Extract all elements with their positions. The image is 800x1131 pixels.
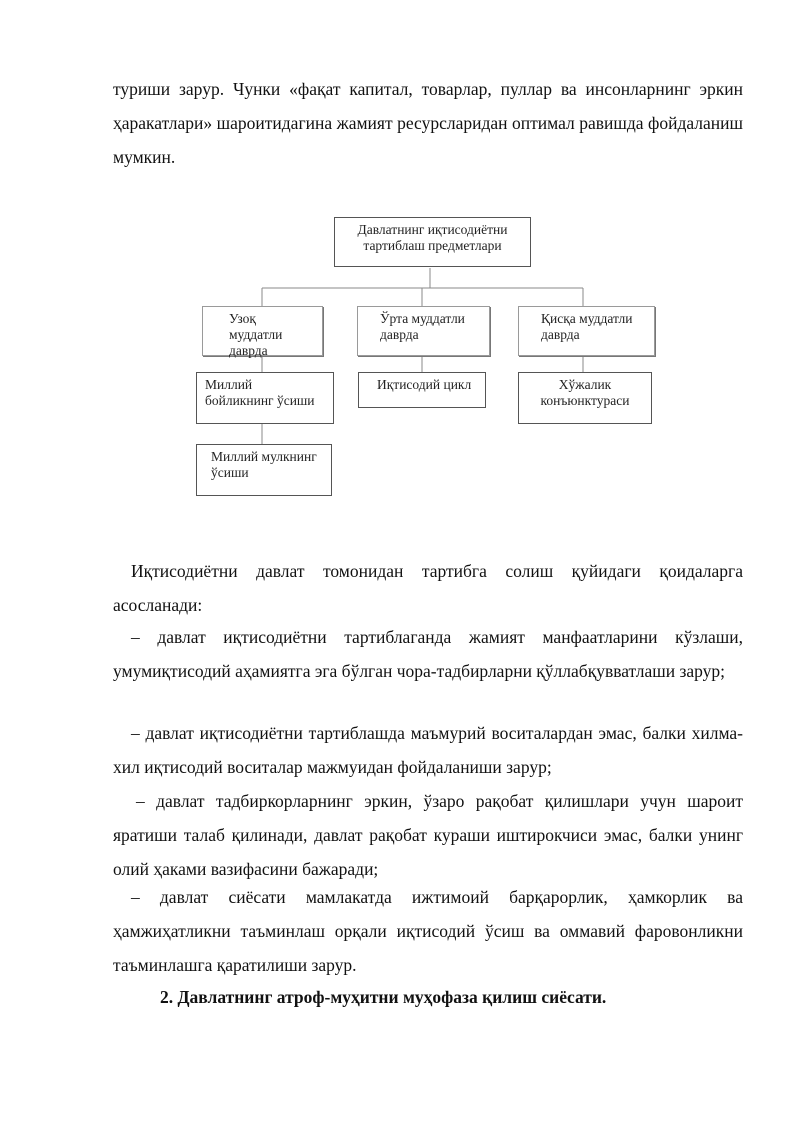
paragraph-principle-2: – давлат иқтисодиётни тартиблашда маъмурий воситалардан эмас, балки хилма-хил иқтисодий воситалар мажмуидан фойдаланиши зарур; — [113, 723, 743, 777]
diagram-long-term-box: Узоқ муддатли даврда — [202, 306, 323, 356]
diagram-root-box: Давлатнинг иқтисодиётни тартиблаш предметлари — [334, 217, 531, 267]
diagram-national-property-box: Миллий мулкнинг ўсиши — [196, 444, 332, 496]
diagram-business-conjuncture-box: Хўжалик конъюнктураси — [518, 372, 652, 424]
paragraph-principle-1: – давлат иқтисодиётни тартиблаганда жамият манфаатларини кўзлаши, умумиқтисодий аҳамиятга эга бўлган чора-тадбирларни қўллабқувватлаши зарур; — [113, 627, 743, 681]
diagram-connectors — [0, 0, 800, 560]
section-heading: 2. Давлатнинг атроф-муҳитни муҳофаза қилиш сиёсати. — [160, 987, 607, 1007]
diagram-short-term-box: Қисқа муддатли даврда — [518, 306, 655, 356]
paragraph-principles-intro: Иқтисодиётни давлат томонидан тартибга солиш қуйидаги қоидаларга асосланади: — [113, 561, 743, 615]
diagram-economic-cycle-box: Иқтисодий цикл — [358, 372, 486, 408]
diagram-mid-term-box: Ўрта муддатли даврда — [357, 306, 490, 356]
paragraph-intro: туриши зарур. Чунки «фақат капитал, товарлар, пуллар ва инсонларнинг эркин ҳаракатлари» шароитидагина жамият ресурсларидан оптимал равишда фойдаланиш мумкин. — [113, 79, 743, 167]
diagram-national-wealth-box: Миллий бойликнинг ўсиши — [196, 372, 334, 424]
paragraph-principle-4: – давлат сиёсати мамлакатда ижтимоий барқарорлик, ҳамкорлик ва ҳамжиҳатликни таъминлаш орқали иқтисодий ўсиш ва оммавий фаровонликни таъминлашга қаратилиши зарур. — [113, 887, 743, 975]
paragraph-principle-3: – давлат тадбиркорларнинг эркин, ўзаро рақобат қилишлари учун шароит яратиши талаб қилинади, давлат рақобат кураши иштирокчиси эмас, балки унинг олий ҳаками вазифасини бажаради; — [113, 791, 743, 879]
